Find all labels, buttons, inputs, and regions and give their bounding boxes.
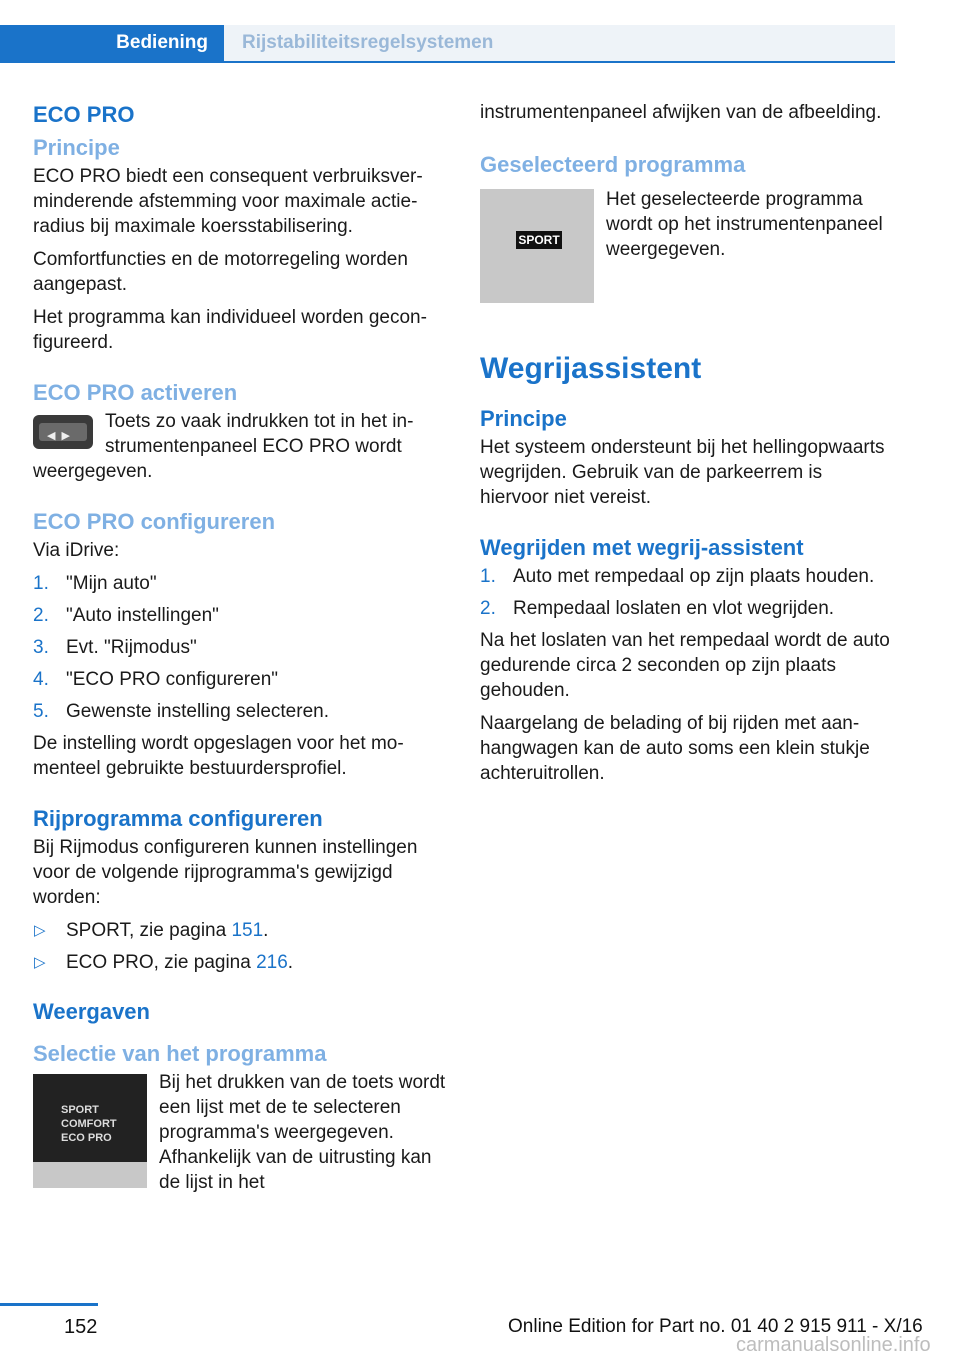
header-rule (0, 61, 895, 63)
geselecteerd-heading: Geselecteerd programma (480, 152, 746, 177)
edition-footer: Online Edition for Part no. 01 40 2 915 911 - X/16 (508, 1316, 923, 1337)
configureren-intro: Via iDrive: (33, 540, 120, 561)
configureren-steps (33, 571, 448, 724)
geselecteerd-paragraph: Het geselecteerde programma wordt op het instrumentenpaneel weergegeven. (606, 189, 883, 260)
list-item: 3. Evt. "Rijmodus" (33, 637, 197, 658)
activeren-paragraph: Toets zo vaak indrukken tot in het instrumentenpaneel ECO PRO wordt weergegeven. (33, 411, 414, 482)
rijprogramma-paragraph: Bij Rijmodus configureren kunnen instellingen voor de volgende rijprogramma's gewijzigd worden: (33, 837, 418, 908)
wegrij-paragraph-2: Naargelang de belading of bij rijden met aanhangwagen kan de auto soms een klein stukje achteruitrollen. (480, 713, 870, 784)
wegrij-paragraph-1: Na het loslaten van het rempedaal wordt de auto gedurende circa 2 seconden op zijn plaats gehouden. (480, 630, 890, 701)
geselecteerd-block (480, 187, 895, 262)
list-item: 5. Gewenste instelling selecteren. (33, 701, 329, 722)
eco-pro-heading: ECO PRO (33, 102, 135, 127)
watermark-logo: carmanualsonline.info (736, 1334, 931, 1356)
sport-label: SPORT (516, 231, 562, 249)
sport-display-image (480, 189, 594, 303)
page-link-216[interactable]: 216 (256, 952, 288, 973)
menu-item-sport: SPORT (61, 1104, 99, 1116)
continued-paragraph: instrumentenpaneel afwijken van de afbeelding. (480, 102, 882, 123)
configureren-heading: ECO PRO configureren (33, 509, 276, 534)
menu-item-comfort: COMFORT (61, 1118, 117, 1130)
principe-paragraph-2: Comfortfuncties en de motorregeling worden aangepast. (33, 249, 408, 295)
page-link-151[interactable]: 151 (231, 920, 264, 941)
configureren-after: De instelling wordt opgeslagen voor het momenteel gebruikte bestuurdersprofiel. (33, 733, 404, 779)
triangle-bullet-icon: ▷ (34, 954, 46, 971)
activeren-heading: ECO PRO activeren (33, 380, 238, 405)
footer-rule (0, 1303, 98, 1306)
menu-item-eco-pro: ECO PRO (61, 1132, 112, 1144)
list-item: 4. "ECO PRO configureren" (33, 669, 279, 690)
list-item: 2. Rempedaal loslaten en vlot wegrijden. (480, 598, 835, 619)
principe-paragraph-1: ECO PRO biedt een consequent verbruiksverminderende afstemming voor maximale actieradius bij maximale koersstabilisering. (33, 166, 423, 237)
wegrij-principe-heading: Principe (480, 406, 567, 431)
rijprogramma-bullets (33, 918, 448, 975)
list-item: 1. "Mijn auto" (33, 573, 157, 594)
tab-bediening[interactable]: Bediening (0, 25, 224, 61)
triangle-bullet-icon: ▷ (34, 922, 46, 939)
wegrijden-heading: Wegrijden met wegrij-assistent (480, 535, 804, 560)
principe-heading: Principe (33, 135, 120, 160)
list-item: 2. "Auto instellingen" (33, 605, 219, 626)
section-tab-bar (0, 25, 895, 63)
selectie-heading: Selectie van het programma (33, 1041, 327, 1066)
activeren-block (33, 409, 448, 484)
list-item: ▷ SPORT, zie pagina 151. (34, 920, 269, 941)
weergaven-heading: Weergaven (33, 999, 150, 1024)
arrows-icon: ◀▶ (47, 430, 76, 442)
right-column (480, 100, 895, 794)
list-item: ▷ ECO PRO, zie pagina 216. (34, 952, 294, 973)
rijprogramma-heading: Rijprogramma configureren (33, 806, 323, 831)
wegrijassistent-heading: Wegrijassistent (480, 352, 702, 385)
wegrij-principe-paragraph: Het systeem ondersteunt bij het hellingopwaarts wegrijden. Gebruik van de parkeerrem is hiervoor niet vereist. (480, 437, 885, 508)
selectie-paragraph: Bij het drukken van de toets wordt een lijst met de te selecteren programma's weergegeven. Afhankelijk van de uitrusting kan de lijst in het (159, 1072, 446, 1193)
program-menu-image (33, 1074, 147, 1188)
tab-rijstabiliteitsregelsystemen[interactable]: Rijstabiliteitsregelsystemen (224, 25, 895, 61)
left-column (33, 100, 448, 1203)
wegrijden-steps (480, 564, 895, 621)
principe-paragraph-3: Het programma kan individueel worden geconfigureerd. (33, 307, 427, 353)
driving-mode-button-image (33, 409, 93, 449)
selectie-block (33, 1070, 448, 1195)
page-number: 152 (64, 1316, 98, 1338)
list-item: 1. Auto met rempedaal op zijn plaats houden. (480, 566, 875, 587)
